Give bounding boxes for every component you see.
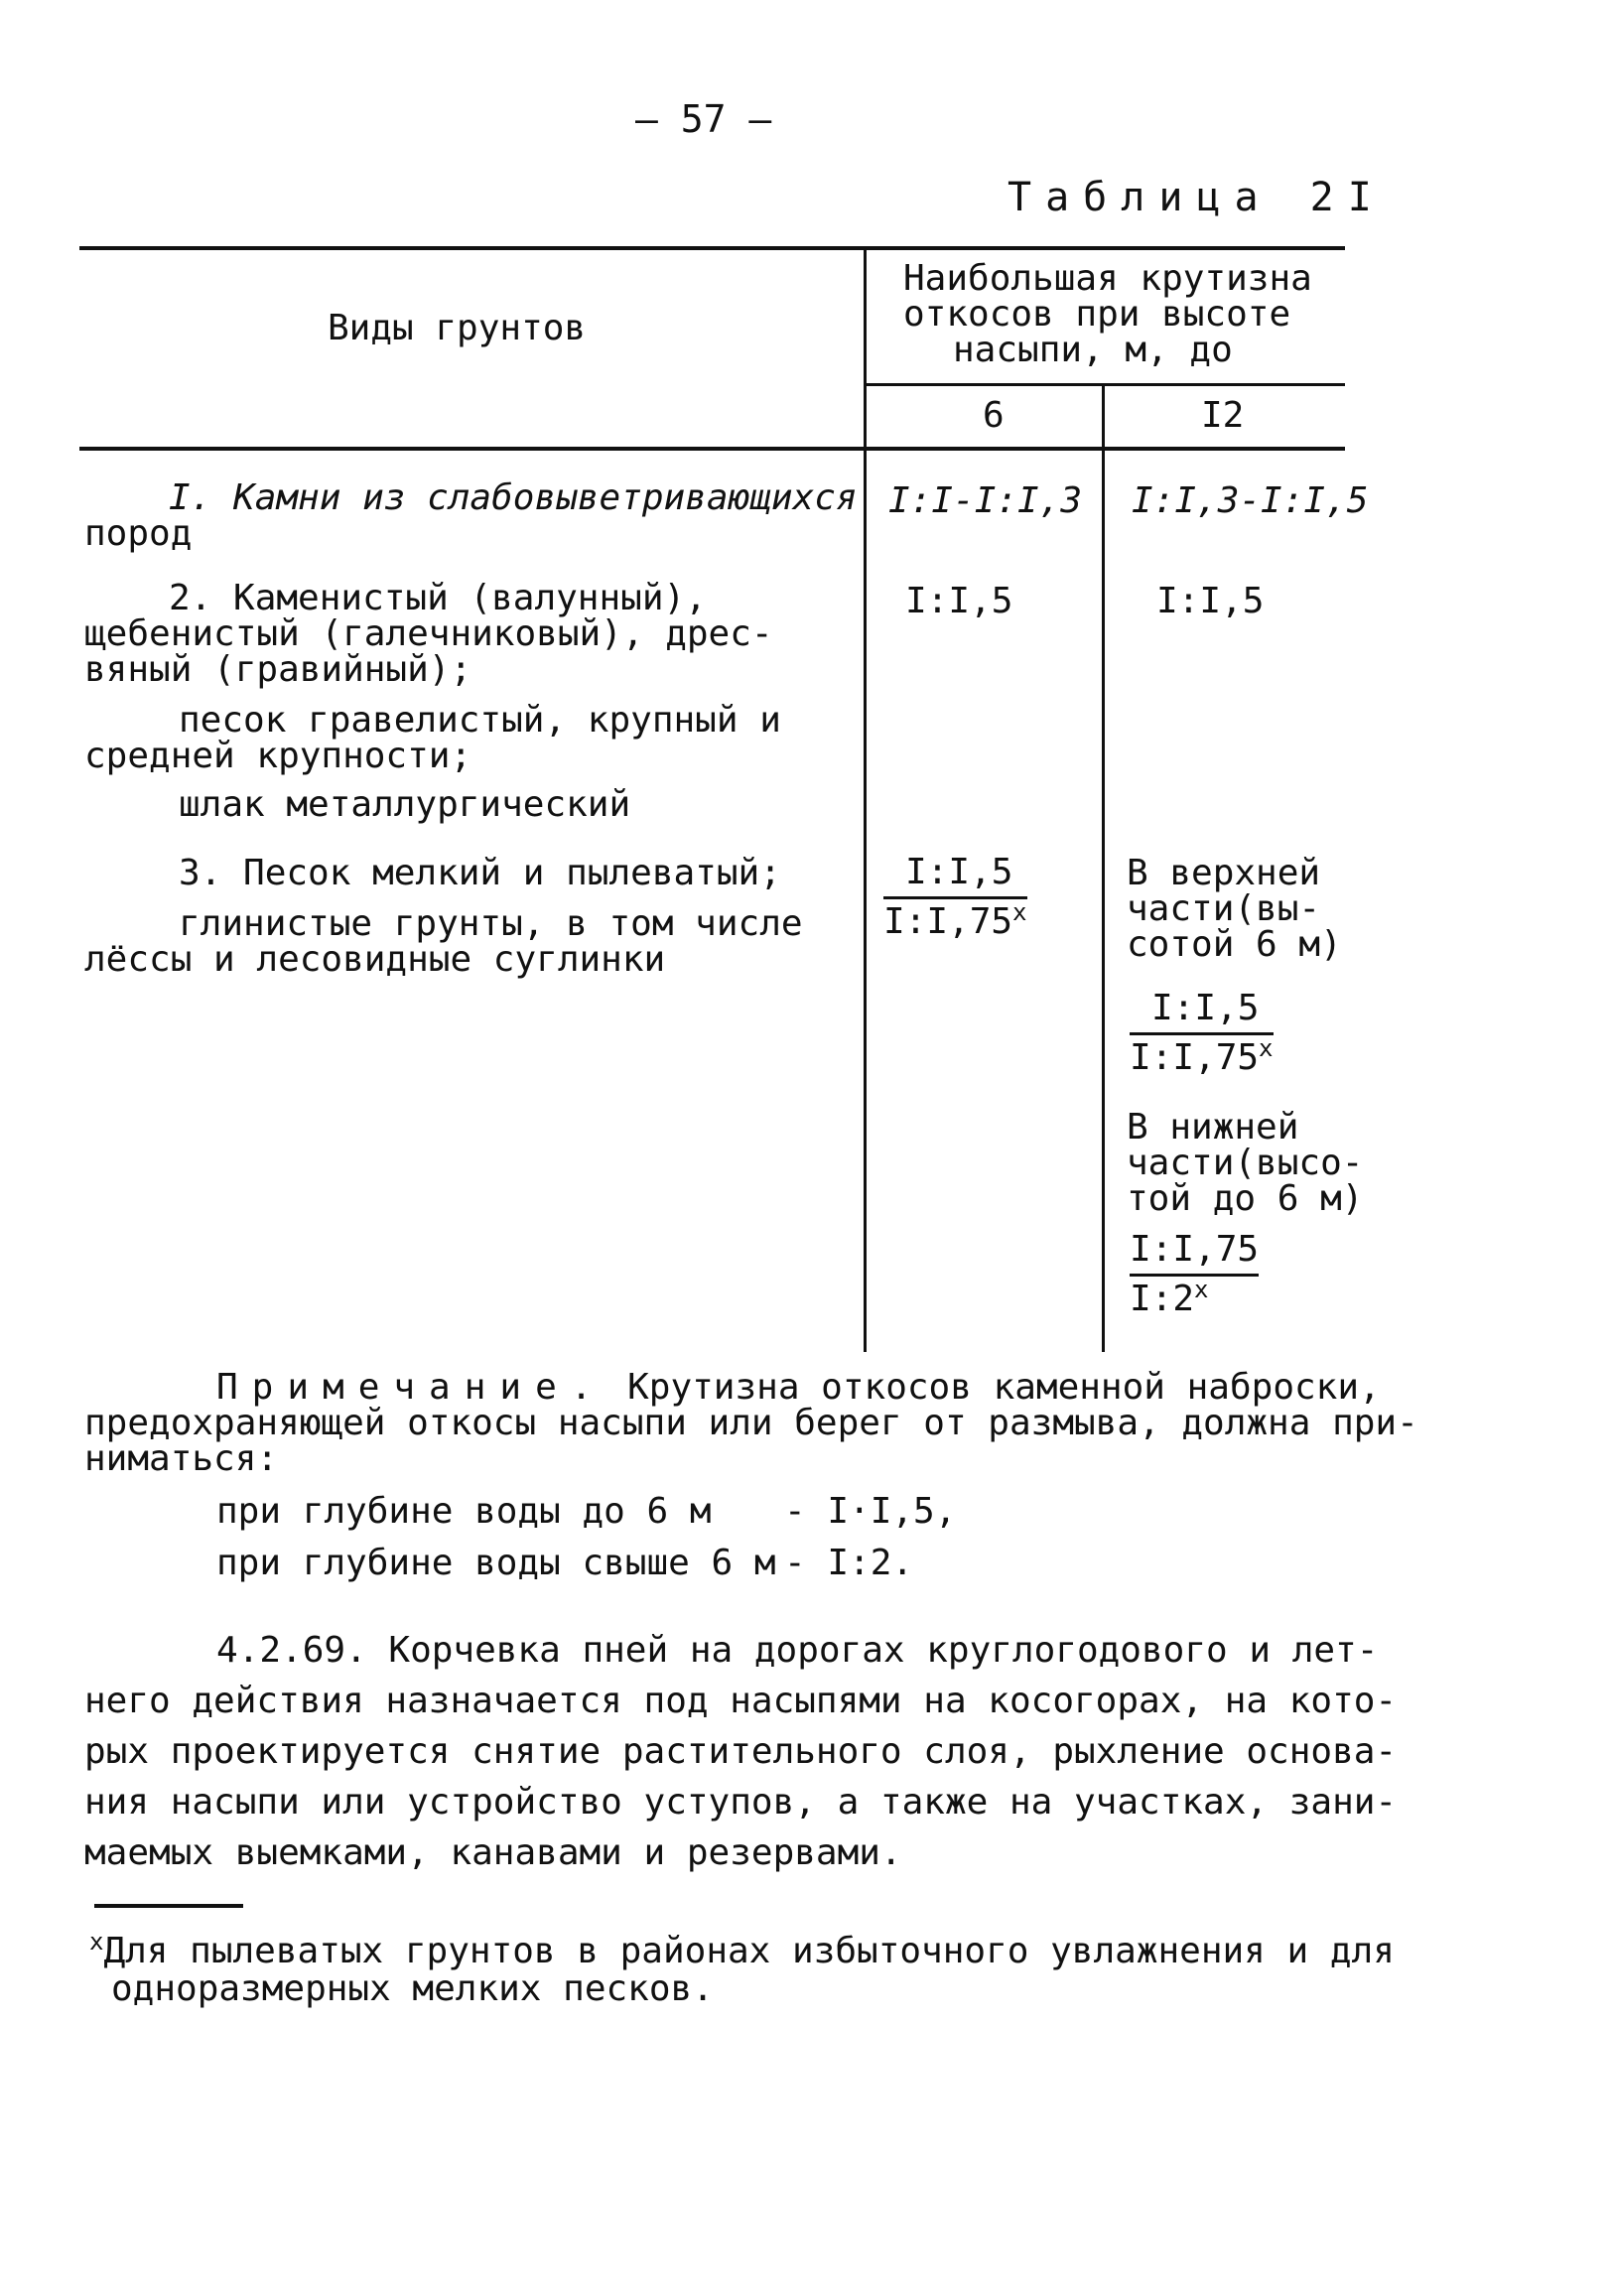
row2-value-6: I:I,5 [905,581,1013,621]
footnote-line1-text: Для пылеватых грунтов в районах избыточного увлажнения и для [103,1931,1395,1971]
row2-text-line6: шлак металлургический [179,784,631,825]
row3-lower-label-1: В нижней [1127,1107,1299,1148]
row3-lower-label-3: той до 6 м) [1127,1178,1364,1219]
note-depth-b-value: - I:2. [784,1543,914,1583]
row3-upper-numerator: I:I,5 [1130,988,1274,1035]
note-depth-b: при глубине воды свыше 6 м [216,1543,776,1583]
note-label: Примечание. [216,1367,606,1408]
note-line3: ниматься: [84,1438,279,1479]
header-steepness-line3: насыпи, м, до [953,330,1233,370]
row2-text-line5: средней крупности; [84,736,472,776]
note-depth-a-value: - I·I,5, [784,1491,957,1532]
column-divider-1 [864,248,867,1352]
row3-lower-fraction [1130,1229,1259,1319]
subheader-rule [866,383,1345,386]
row2-text-line1: 2. Каменистый (валунный), [169,578,707,618]
row1-value-6: I:I-I:I,3 [888,480,1083,521]
note-depth-a: при глубине воды до 6 м [216,1491,712,1532]
header-steepness-line2: откосов при высоте [903,294,1291,335]
subheader-6: 6 [983,395,1005,436]
row3-value-6-fraction [883,852,1027,942]
footnote-line2: одноразмерных мелких песков. [111,1968,714,2009]
paragraph-line4: ния насыпи или устройство уступов, а также на участках, зани- [84,1782,1398,1823]
row1-value-12: I:I,3-I:I,5 [1132,480,1369,521]
row3-lower-label-2: части(высо- [1127,1143,1364,1183]
footnote-rule [94,1904,243,1908]
row3-text-line1: 3. Песок мелкий и пылеватый; [179,853,781,893]
row3-upper-label-1: В верхней [1127,853,1321,893]
row3-upper-label-3: сотой 6 м) [1127,924,1342,965]
table-title: Таблица 2I [1008,175,1386,220]
header-soil-types: Виды грунтов [328,308,587,348]
row3-lower-denominator: I:2$^x$ [1130,1276,1209,1319]
row1-text-line2: пород [84,513,193,554]
row3-value-6-numerator: I:I,5 [883,852,1027,899]
page-number: — 57 — [635,97,772,141]
row3-value-6-denominator: I:I,75$^x$ [883,898,1027,942]
table-top-rule [79,246,1345,250]
row3-text-line2: глинистые грунты, в том числе [179,903,803,944]
row2-value-12: I:I,5 [1156,581,1265,621]
header-bottom-rule [79,447,1345,451]
paragraph-line1: 4.2.69. Корчевка пней на дорогах круглогодового и лет- [216,1630,1379,1671]
row2-text-line2: щебенистый (галечниковый), дрес- [84,613,773,654]
paragraph-line5: маемых выемками, канавами и резервами. [84,1832,902,1873]
row3-upper-fraction [1130,988,1274,1078]
row3-upper-denominator: I:I,75$^x$ [1130,1034,1274,1078]
row1-text-line1: I. Камни из слабовыветривающихся [169,477,858,518]
header-steepness-line1: Наибольшая крутизна [903,258,1312,299]
subheader-12: I2 [1201,395,1245,436]
paragraph-line2: него действия назначается под насыпями на косогорах, на кото- [84,1681,1398,1721]
note-line1-text: Крутизна откосов каменной наброски, [627,1367,1381,1408]
row2-text-line4: песок гравелистый, крупный и [179,700,781,741]
row3-text-line3: лёссы и лесовидные суглинки [84,939,666,980]
row3-lower-numerator: I:I,75 [1130,1229,1259,1277]
paragraph-line3: рых проектируется снятие растительного слоя, рыхление основа- [84,1731,1398,1772]
footnote-mark: x [89,1928,104,1956]
column-divider-2 [1102,384,1105,1352]
note-line2: предохраняющей откосы насыпи или берег от размыва, должна при- [84,1403,1418,1443]
row3-upper-label-2: части(вы- [1127,888,1321,929]
note-line1 [216,1367,1381,1408]
footnote-line1 [89,1928,1395,1971]
row2-text-line3: вяный (гравийный); [84,649,472,690]
